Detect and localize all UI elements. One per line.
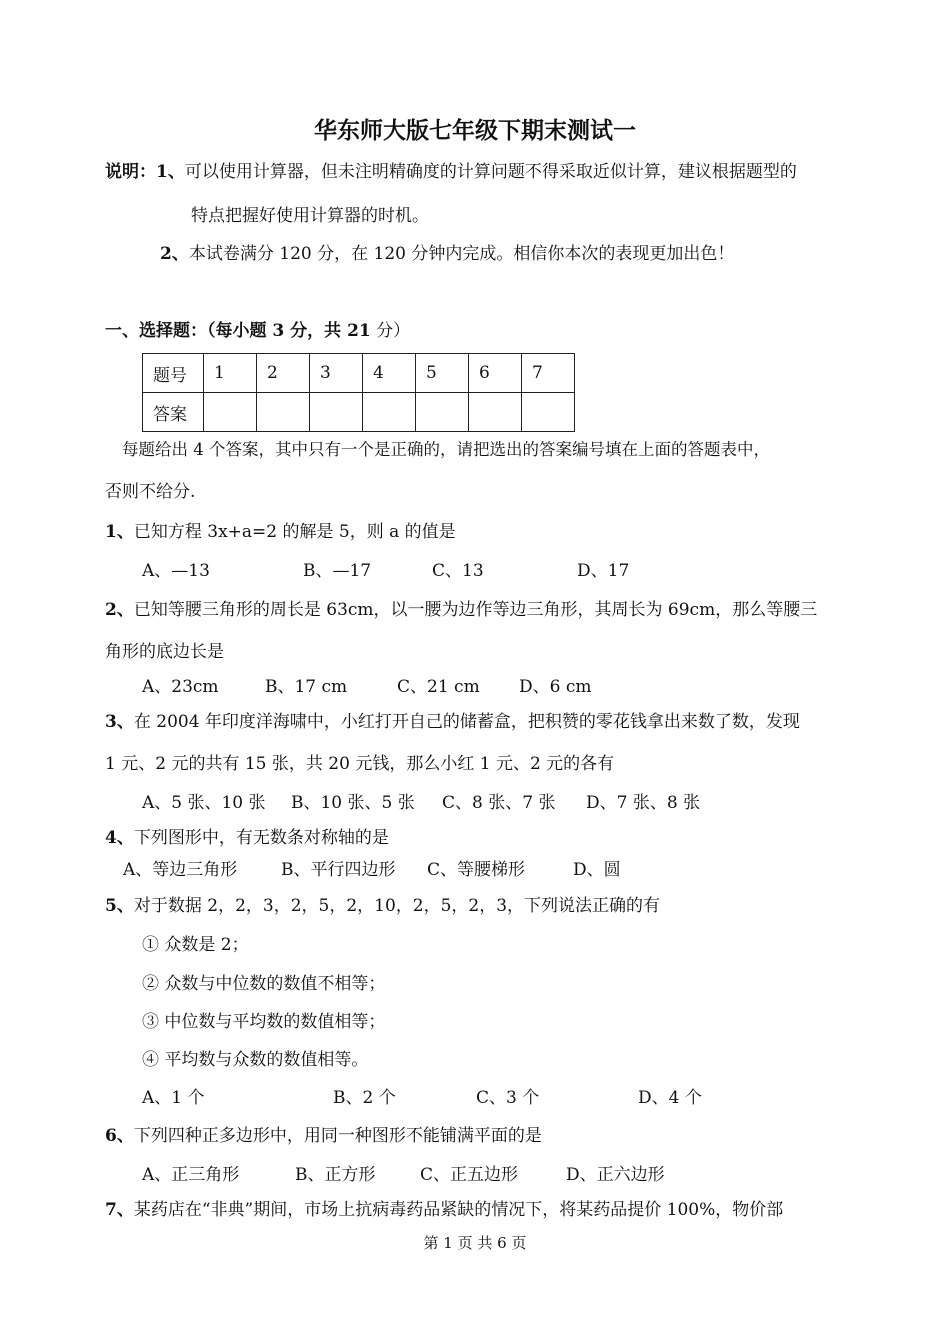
notes-item1-text: 可以使用计算器，但未注明精确度的计算问题不得采取近似计算，建议根据题型的 — [184, 162, 797, 182]
section1-heading — [105, 320, 410, 342]
table-cell-number: 3 — [310, 354, 363, 393]
question-1 — [105, 521, 456, 543]
question-6 — [105, 1125, 542, 1147]
table-cell-number: 5 — [416, 354, 469, 393]
option: B、17 cm — [265, 677, 348, 697]
option: C、21 cm — [397, 677, 480, 697]
question-text-cont: 角形的底边长是 — [105, 642, 224, 662]
option: A、23cm — [142, 677, 219, 697]
question-7 — [105, 1199, 783, 1221]
question-text: 对于数据 2，2，3，2，5，2，10，2，5，2，3，下列说法正确的有 — [133, 896, 661, 916]
option: D、圆 — [573, 860, 621, 880]
option: B、—17 — [303, 561, 372, 581]
question-text-cont: 1 元、2 元的共有 15 张，共 20 元钱，那么小红 1 元、2 元的各有 — [105, 754, 615, 774]
table-cell-number: 2 — [257, 354, 310, 393]
option: C、等腰梯形 — [427, 860, 526, 880]
answer-table — [142, 353, 575, 432]
notes-item1-num: 1、 — [156, 162, 185, 182]
section1-heading-tail: 分） — [370, 321, 411, 341]
option: A、等边三角形 — [123, 860, 238, 880]
table-row-numbers — [143, 354, 575, 393]
question-number: 2、 — [105, 600, 134, 620]
option: D、正六边形 — [566, 1165, 665, 1185]
table-cell-answer[interactable] — [204, 393, 257, 432]
question-text: 已知方程 3x+a=2 的解是 5，则 a 的值是 — [133, 522, 456, 542]
question-text: 某药店在“非典”期间，市场上抗病毒药品紧缺的情况下，将某药品提价 100%，物价部 — [133, 1200, 784, 1220]
question-text: 下列图形中，有无数条对称轴的是 — [133, 828, 389, 848]
notes-item2-num: 2、 — [160, 244, 189, 264]
option: C、3 个 — [476, 1088, 540, 1108]
option: B、正方形 — [295, 1165, 376, 1185]
question-5 — [105, 895, 660, 917]
option: C、8 张、7 张 — [442, 793, 556, 813]
statement: ④ 平均数与众数的数值相等。 — [142, 1050, 369, 1070]
table-cell-answer[interactable] — [310, 393, 363, 432]
question-number: 6、 — [105, 1126, 134, 1146]
page-footer: 第 1 页 共 6 页 — [423, 1234, 527, 1252]
table-row-answers — [143, 393, 575, 432]
question-number: 4、 — [105, 828, 134, 848]
question-number: 1、 — [105, 522, 134, 542]
section1-heading-bold: 一、选择题：（每小题 3 分，共 21 — [105, 321, 371, 341]
question-2 — [105, 599, 817, 621]
table-cell-number: 4 — [363, 354, 416, 393]
table-cell-answer[interactable] — [469, 393, 522, 432]
notes-label: 说明： — [105, 162, 156, 182]
question-number: 3、 — [105, 712, 134, 732]
option: C、13 — [432, 561, 484, 581]
question-number: 5、 — [105, 896, 134, 916]
notes-line-1 — [105, 161, 797, 183]
instruction-line-1: 每题给出 4 个答案，其中只有一个是正确的，请把选出的答案编号填在上面的答题表中， — [122, 440, 770, 459]
table-cell-number: 1 — [204, 354, 257, 393]
notes-item1-line2: 特点把握好使用计算器的时机。 — [191, 206, 429, 226]
option: D、17 — [577, 561, 630, 581]
question-3 — [105, 711, 800, 733]
notes-item2-text: 本试卷满分 120 分，在 120 分钟内完成。相信你本次的表现更加出色！ — [188, 244, 735, 264]
question-text: 下列四种正多边形中，用同一种图形不能铺满平面的是 — [133, 1126, 542, 1146]
option: A、1 个 — [142, 1088, 205, 1108]
option: A、5 张、10 张 — [142, 793, 266, 813]
notes-line-2 — [160, 243, 734, 265]
table-header-answer: 答案 — [143, 393, 204, 432]
statement: ② 众数与中位数的数值不相等； — [142, 974, 386, 994]
option: B、10 张、5 张 — [291, 793, 415, 813]
table-header-number: 题号 — [143, 354, 204, 393]
table-cell-answer[interactable] — [363, 393, 416, 432]
statement: ① 众数是 2； — [142, 935, 249, 955]
option: D、7 张、8 张 — [586, 793, 701, 813]
option: B、2 个 — [333, 1088, 396, 1108]
option: B、平行四边形 — [281, 860, 396, 880]
option: A、正三角形 — [142, 1165, 240, 1185]
option: A、—13 — [142, 561, 210, 581]
question-text: 在 2004 年印度洋海啸中，小红打开自己的储蓄盒，把积赞的零花钱拿出来数了数，发现 — [133, 712, 800, 732]
option: C、正五边形 — [420, 1165, 519, 1185]
table-cell-number: 7 — [522, 354, 575, 393]
option: D、4 个 — [638, 1088, 702, 1108]
table-cell-answer[interactable] — [257, 393, 310, 432]
statement: ③ 中位数与平均数的数值相等； — [142, 1012, 386, 1032]
question-number: 7、 — [105, 1200, 134, 1220]
table-cell-answer[interactable] — [522, 393, 575, 432]
question-text: 已知等腰三角形的周长是 63cm，以一腰为边作等边三角形，其周长为 69cm，那么等腰三 — [133, 600, 818, 620]
question-4 — [105, 827, 389, 849]
table-cell-number: 6 — [469, 354, 522, 393]
instruction-line-2: 否则不给分. — [105, 482, 196, 502]
option: D、6 cm — [519, 677, 592, 697]
table-cell-answer[interactable] — [416, 393, 469, 432]
page-title: 华东师大版七年级下期末测试一 — [314, 117, 636, 144]
